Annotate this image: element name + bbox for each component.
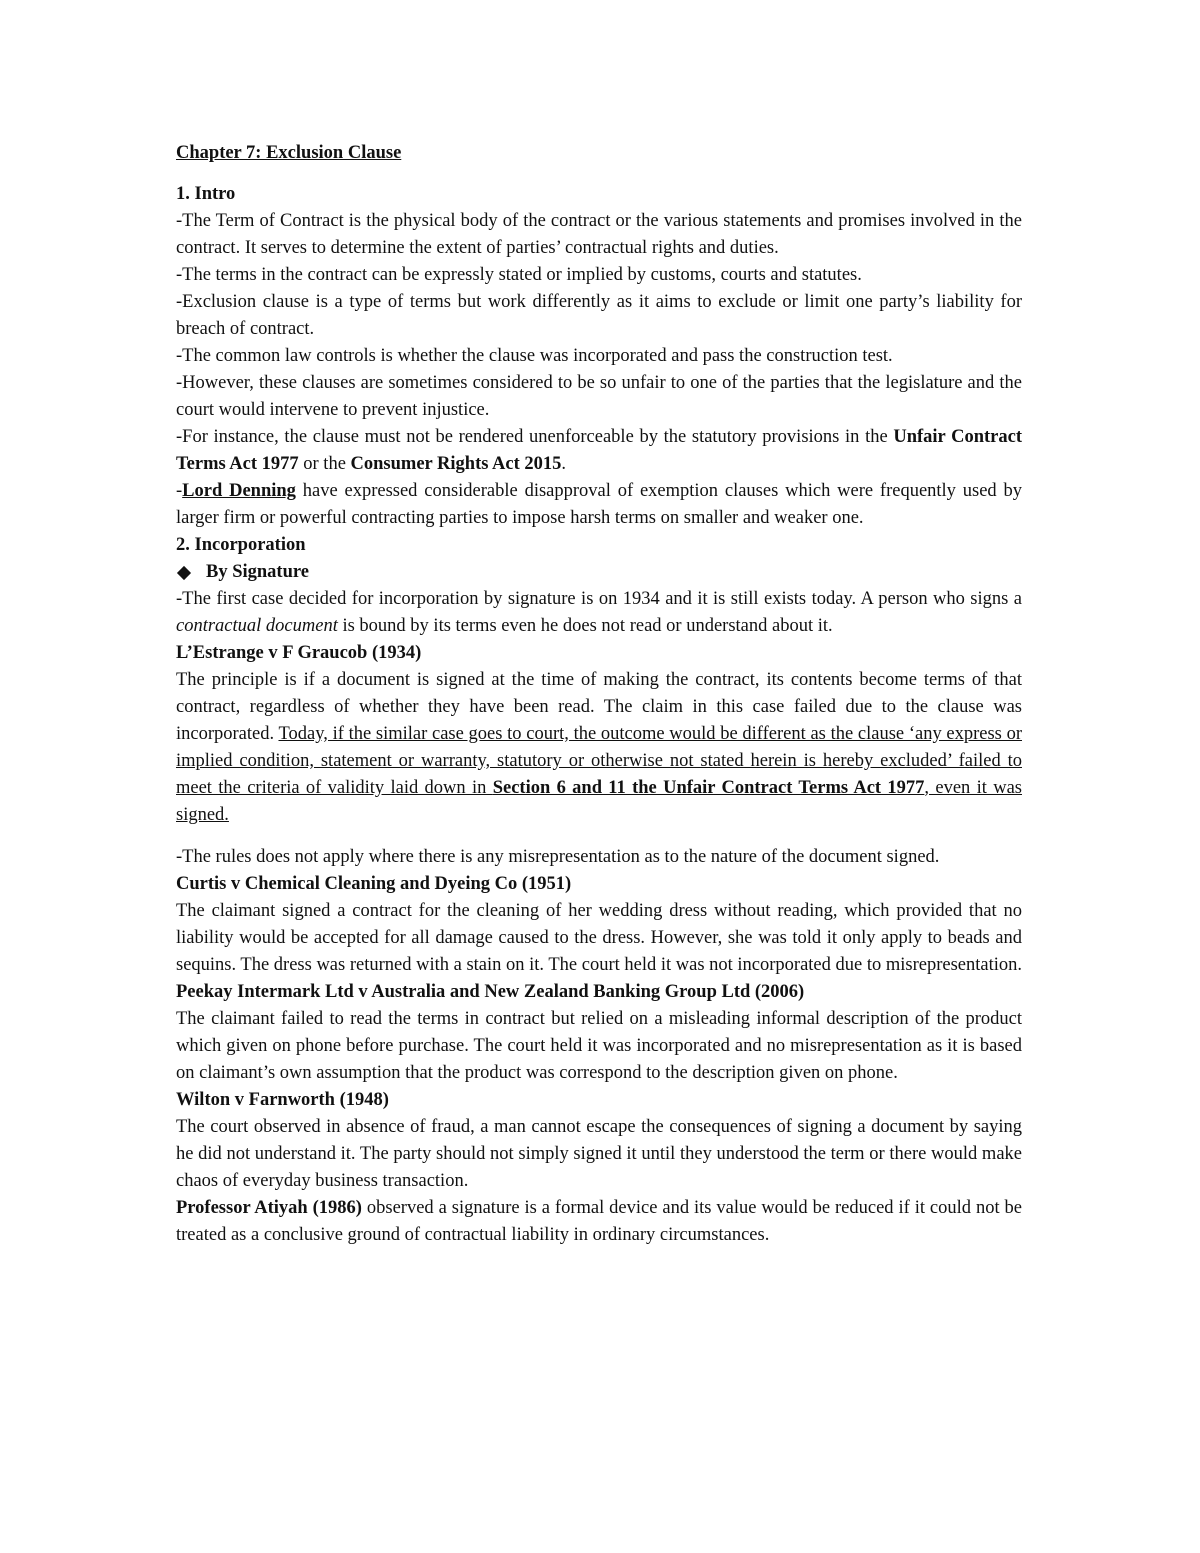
case-title-lestrange: L’Estrange v F Graucob (1934) bbox=[176, 643, 422, 663]
intro-paragraph-7-text: have expressed considerable disapproval of exemption clauses which were frequently used by larger firm or powerful contracting parties to impose harsh terms on smaller and weaker one. bbox=[176, 481, 1022, 528]
sentence-end: . bbox=[561, 454, 567, 474]
atiyah-paragraph bbox=[176, 1195, 1022, 1249]
case-text-lestrange-plain: The principle is if a document is signed at the time of making the contract, its contents become terms of that contract, regardless of whether they have been read. The claim in this case failed due to the clause was incorporated. bbox=[176, 670, 1022, 744]
paragraph-spacer bbox=[176, 829, 1022, 844]
case-text-wilton: The court observed in absence of fraud, a man cannot escape the consequences of signing a document by saying he did not understand it. The party should not simply signed it until they understood the term or there would make chaos of everyday business transaction. bbox=[176, 1117, 1022, 1191]
intro-paragraph-3: -Exclusion clause is a type of terms but work differently as it aims to exclude or limit one party’s liability for breach of contract. bbox=[176, 292, 1022, 339]
case-text-lestrange bbox=[176, 667, 1022, 829]
intro-paragraph-7 bbox=[176, 478, 1022, 532]
signature-text-b: is bound by its terms even he does not read or understand about it. bbox=[337, 616, 833, 636]
case-text-lestrange-underlined: Today, if the similar case goes to court, the outcome would be different as the clause ‘any express or implied condition, statement or warranty, statutory or otherwise not stated herein is hereby excluded’ failed to meet the criteria of validity laid down in bbox=[176, 724, 1022, 798]
case-text-lestrange-end: , even it was signed. bbox=[176, 778, 1022, 825]
intro-paragraph-1: -The Term of Contract is the physical body of the contract or the various statements and promises involved in the contract. It serves to determine the extent of parties’ contractual rights and duties. bbox=[176, 211, 1022, 258]
intro-paragraph-4: -The common law controls is whether the clause was incorporated and pass the construction test. bbox=[176, 346, 893, 366]
dash-prefix: - bbox=[176, 481, 183, 501]
signature-italic-term: contractual document bbox=[176, 616, 338, 636]
case-title-peekay: Peekay Intermark Ltd v Australia and New Zealand Banking Group Ltd (2006) bbox=[176, 982, 805, 1002]
intro-paragraph-5: -However, these clauses are sometimes considered to be so unfair to one of the parties that the legislature and the court would intervene to prevent injustice. bbox=[176, 373, 1022, 420]
intro-paragraph-2: -The terms in the contract can be expressly stated or implied by customs, courts and statutes. bbox=[176, 265, 862, 285]
signature-paragraph bbox=[176, 586, 1022, 640]
case-text-curtis: The claimant signed a contract for the cleaning of her wedding dress without reading, which provided that no liability would be accepted for all damage caused to the dress. However, she was told it only apply to beads and sequins. The dress was returned with a stain on it. The court held it was not incorporated due to misrepresentation. bbox=[176, 901, 1023, 975]
atiyah-text: observed a signature is a formal device and its value would be reduced if it could not be treated as a conclusive ground of contractual liability in ordinary circumstances. bbox=[176, 1198, 1023, 1245]
section-reference: Section 6 and 11 the Unfair Contract Terms Act 1977 bbox=[492, 778, 925, 798]
diamond-bullet-icon bbox=[177, 565, 191, 579]
signature-text-a: -The first case decided for incorporation by signature is on 1934 and it is still exists today. A person who signs a bbox=[176, 589, 1022, 609]
document-body bbox=[176, 140, 1022, 1249]
atiyah-name: Professor Atiyah (1986) bbox=[176, 1198, 362, 1218]
page-title: Chapter 7: Exclusion Clause bbox=[176, 143, 402, 163]
act-reference-cra: Consumer Rights Act 2015 bbox=[350, 454, 562, 474]
misrepresentation-paragraph: -The rules does not apply where there is any misrepresentation as to the nature of the document signed. bbox=[176, 847, 940, 867]
section-heading-incorporation: 2. Incorporation bbox=[176, 535, 306, 555]
bullet-by-signature bbox=[176, 559, 1022, 586]
intro-paragraph-6 bbox=[176, 424, 1022, 478]
section-heading-intro: 1. Intro bbox=[176, 184, 236, 204]
case-title-wilton: Wilton v Farnworth (1948) bbox=[176, 1090, 389, 1110]
intro-paragraph-6-text: -For instance, the clause must not be rendered unenforceable by the statutory provisions in the bbox=[176, 427, 894, 447]
case-text-peekay: The claimant failed to read the terms in contract but relied on a misleading informal description of the product which given on phone before purchase. The court held it was incorporated and no misrepresentation as it is based on claimant’s own assumption that the product was correspond to the description given on phone. bbox=[176, 1009, 1022, 1083]
bullet-label: By Signature bbox=[206, 562, 309, 582]
case-title-curtis: Curtis v Chemical Cleaning and Dyeing Co (1951) bbox=[176, 874, 572, 894]
lord-denning-name: Lord Denning bbox=[182, 481, 296, 501]
act-reference-ucta: Unfair Contract Terms Act 1977 bbox=[176, 427, 1022, 474]
conjunction-text: or the bbox=[298, 454, 351, 474]
